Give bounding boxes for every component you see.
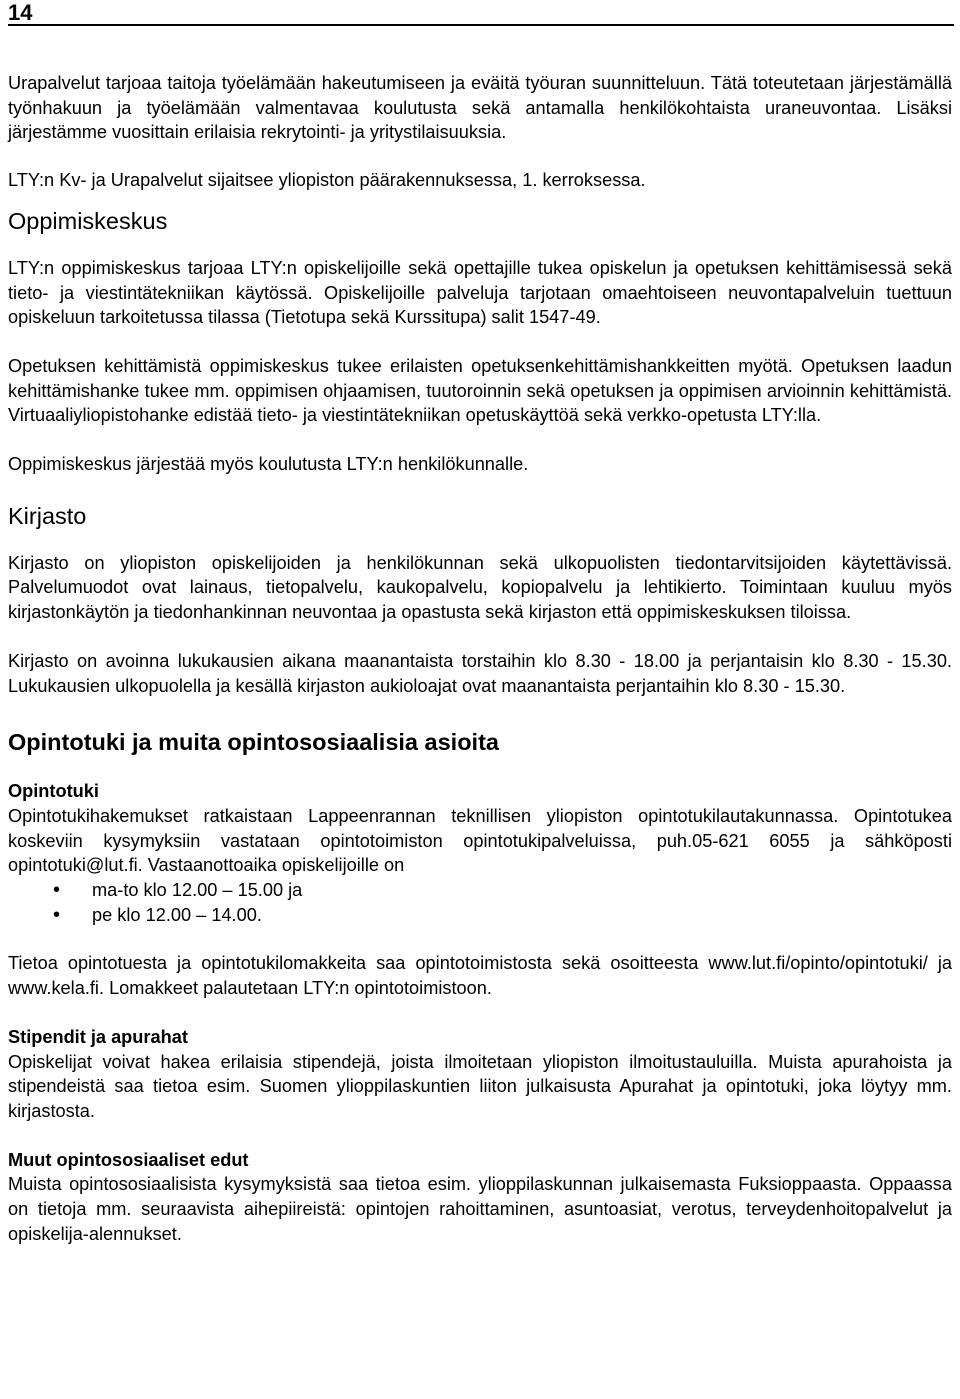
stipendit-paragraph: Opiskelijat voivat hakea erilaisia stipendejä, joista ilmoitetaan yliopiston ilmoitustauluilla. Muista apurahoista ja stipendeistä saa tietoa esim. Suomen ylioppilaskuntien liiton julkaisusta Apurahat ja opintotuki, joka löytyy mm. kirjastosta.	[8, 1051, 952, 1121]
opintotuki-subheading: Opintotuki	[8, 781, 99, 802]
intro-paragraph-2: LTY:n Kv- ja Urapalvelut sijaitsee yliopiston päärakennuksessa, 1. kerroksessa.	[8, 170, 646, 191]
intro-paragraph-1: Urapalvelut tarjoaa taitoja työelämään hakeutumiseen ja eväitä työuran suunnitteluun. Tätä toteutetaan järjestämällä työnhakuun ja työelämään valmentavaa koulutusta sekä antamalla henkilökohtaista uraneuvontaa. Lisäksi järjestämme vuosittain erilaisia rekrytointi- ja yritystilaisuuksia.	[8, 73, 952, 143]
kirjasto-paragraph-2: Kirjasto on avoinna lukukausien aikana maanantaista torstaihin klo 8.30 - 18.00 ja perjantaisin klo 8.30 - 15.30. Lukukausien ulkopuolella ja kesällä kirjaston aukioloajat ovat maanantaista perjantaihin klo 8.30 - 15.30.	[8, 650, 952, 696]
reception-hours-list	[8, 878, 952, 927]
opintotuki-paragraph-2: Tietoa opintotuesta ja opintotukilomakkeita saa opintotoimistosta sekä osoitteesta www.lut.fi/opinto/opintotuki/ ja www.kela.fi. Lomakkeet palautetaan LTY:n opintotoimistoon.	[8, 953, 952, 999]
oppimiskeskus-paragraph-1: LTY:n oppimiskeskus tarjoaa LTY:n opiskelijoille sekä opettajille tukea opiskelun ja opetuksen kehittämisessä sekä tieto- ja viestintätekniikan käytössä. Opiskelijoille palveluja tarjotaan omaehtoiseen neuvontapalveluin tuettuun opiskeluun tarkoitetussa tilassa (Tietotupa sekä Kurssitupa) salit 1547-49.	[8, 257, 952, 328]
oppimiskeskus-paragraph-2: Opetuksen kehittämistä oppimiskeskus tukee erilaisten opetuksenkehittämishankkeitten myötä. Opetuksen laadun kehittämishanke tukee mm. oppimisen ohjaamisen, tuutoroinnin sekä opetuksen ja oppimisen arvioinnin kehittämistä. Virtuaaliyliopistohanke edistää tieto- ja viestintätekniikan opetuskäyttöä sekä verkko-opetusta LTY:lla.	[8, 355, 952, 426]
kirjasto-paragraph-1: Kirjasto on yliopiston opiskelijoiden ja henkilökunnan sekä ulkopuolisten tiedontarvitsijoiden käytettävissä. Palvelumuodot ovat lainaus, tietopalvelu, kaukopalvelu, kopiopalvelu ja lehtikierto. Toimintaan kuuluu myös kirjastonkäytön ja tiedonhankinnan neuvontaa ja opastusta sekä kirjaston että oppimiskeskuksen tiloissa.	[8, 552, 952, 623]
opintotuki-section-heading: Opintotuki ja muita opintososiaalisia asioita	[8, 729, 499, 756]
kirjasto-heading: Kirjasto	[8, 502, 87, 529]
list-item: • pe klo 12.00 – 14.00.	[92, 903, 952, 928]
opintotuki-paragraph-1: Opintotukihakemukset ratkaistaan Lappeenrannan teknillisen yliopiston opintotukilautakunnassa. Opintotukea koskeviin kysymyksiin vastataan opintotoimiston opintotukipalveluissa, puh.05-621 6055 ja sähköposti opintotuki@lut.fi. Vastaanottoaika opiskelijoille on	[8, 805, 952, 876]
stipendit-subheading: Stipendit ja apurahat	[8, 1026, 188, 1047]
header-rule	[8, 24, 954, 26]
muut-edut-paragraph: Muista opintososiaalisista kysymyksistä saa tietoa esim. ylioppilaskunnan julkaisemasta Fuksioppaasta. Oppaassa on tietoja mm. seuraavista aihepiireistä: opintojen rahoittaminen, asuntoasiat, verotus, terveydenhoitopalvelut ja opiskelija-alennukset.	[8, 1174, 952, 1244]
document-body	[8, 71, 952, 1247]
oppimiskeskus-heading: Oppimiskeskus	[8, 207, 168, 234]
list-item: • ma-to klo 12.00 – 15.00 ja	[92, 878, 952, 903]
muut-edut-subheading: Muut opintososiaaliset edut	[8, 1149, 249, 1170]
oppimiskeskus-paragraph-3: Oppimiskeskus järjestää myös koulutusta LTY:n henkilökunnalle.	[8, 454, 529, 475]
page-number: 14	[8, 0, 33, 25]
